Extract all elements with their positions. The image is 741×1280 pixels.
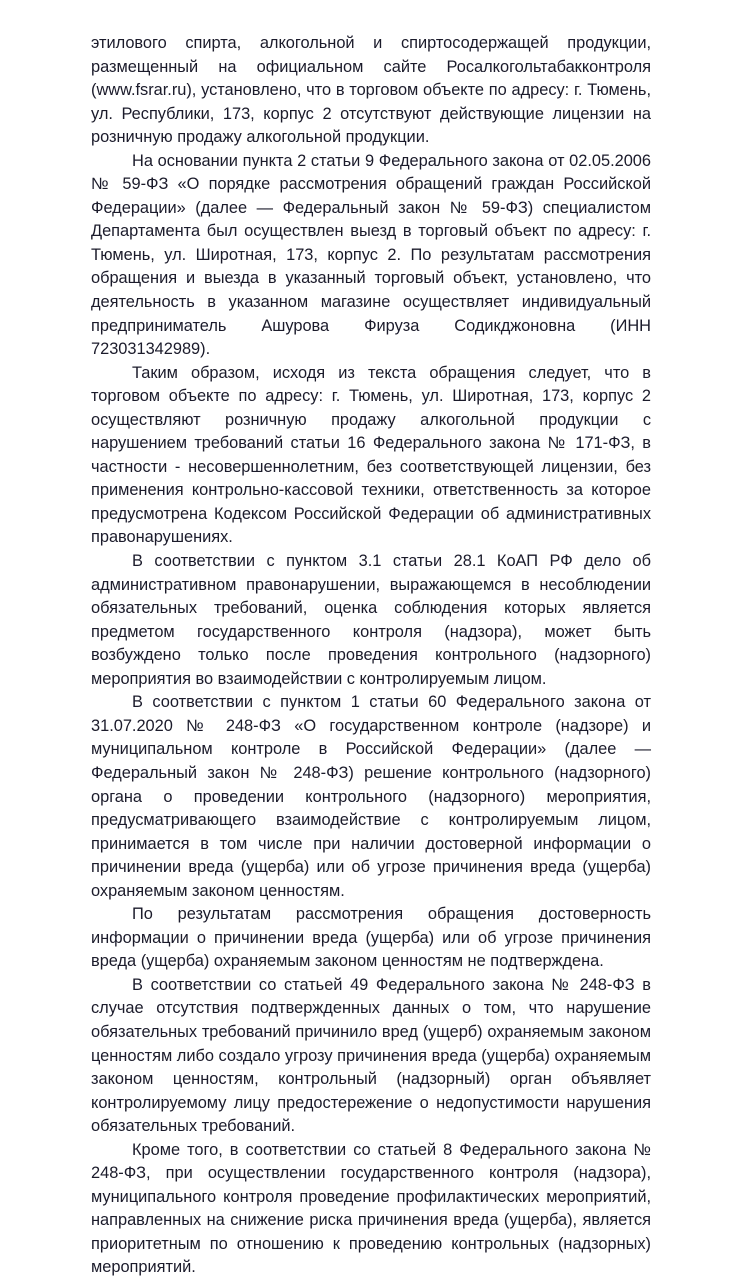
paragraph-5: В соответствии с пунктом 1 статьи 60 Федерального закона от 31.07.2020 № 248-ФЗ «О государственном контроле (надзоре) и муниципальном контроле в Российской Федерации» (далее — Федеральный закон № 248-ФЗ) решение контрольного (надзорного) органа о проведении контрольного (надзорного) мероприятия, предусматривающего взаимодействие с контролируемым лицом, принимается в том числе при наличии достоверной информации о причинении вреда (ущерба) или об угрозе причинения вреда (ущерба) охраняемым законом ценностям. bbox=[91, 693, 651, 900]
document-body bbox=[91, 32, 651, 1280]
paragraph-3: Таким образом, исходя из текста обращения следует, что в торговом объекте по адресу: г. Тюмень, ул. Широтная, 173, корпус 2 осуществляют розничную продажу алкогольной продукции с нарушением требований статьи 16 Федерального закона № 171-ФЗ, в частности - несовершеннолетним, без соответствующей лицензии, без применения контрольно-кассовой техники, ответственность за которое предусмотрена Кодексом Российской Федерации об административных правонарушениях. bbox=[91, 363, 651, 547]
paragraph-2: На основании пункта 2 статьи 9 Федерального закона от 02.05.2006 № 59-ФЗ «О порядке рассмотрения обращений граждан Российской Федерации» (далее — Федеральный закон № 59-ФЗ) специалистом Департамента был осуществлен выезд в торговый объект по адресу: г. Тюмень, ул. Широтная, 173, корпус 2. По результатам рассмотрения обращения и выезда в указанный торговый объект, установлено, что деятельность в указанном магазине осуществляет индивидуальный предприниматель Ашурова Фируза Содикджоновна (ИНН 723031342989). bbox=[91, 151, 651, 359]
paragraph-1: этилового спирта, алкогольной и спиртосодержащей продукции, размещенный на официальном сайте Росалкогольтабакконтроля (www.fsrar.ru), установлено, что в торговом объекте по адресу: г. Тюмень, ул. Республики, 173, корпус 2 отсутствуют действующие лицензии на розничную продажу алкогольной продукции. bbox=[91, 34, 651, 147]
paragraph-4: В соответствии с пунктом 3.1 статьи 28.1 КоАП РФ дело об административном правонарушении, выражающемся в несоблюдении обязательных требований, оценка соблюдения которых является предметом государственного контроля (надзора), может быть возбуждено только после проведения контрольного (надзорного) мероприятия во взаимодействии с контролируемым лицом. bbox=[91, 552, 651, 688]
paragraph-7: В соответствии со статьей 49 Федерального закона № 248-ФЗ в случае отсутствия подтвержденных данных о том, что нарушение обязательных требований причинило вред (ущерб) охраняемым законом ценностям либо создало угрозу причинения вреда (ущерба) охраняемым законом ценностям, контрольный (надзорный) орган объявляет контролируемому лицу предостережение о недопустимости нарушения обязательных требований. bbox=[91, 975, 651, 1136]
paragraph-6: По результатам рассмотрения обращения достоверность информации о причинении вреда (ущерба) или об угрозе причинения вреда (ущерба) охраняемым законом ценностям не подтверждена. bbox=[91, 905, 651, 971]
paragraph-8: Кроме того, в соответствии со статьей 8 Федерального закона № 248-ФЗ, при осуществлении государственного контроля (надзора), муниципального контроля проведение профилактических мероприятий, направленных на снижение риска причинения вреда (ущерба), является приоритетным по отношению к проведению контрольных (надзорных) мероприятий. bbox=[91, 1140, 651, 1277]
